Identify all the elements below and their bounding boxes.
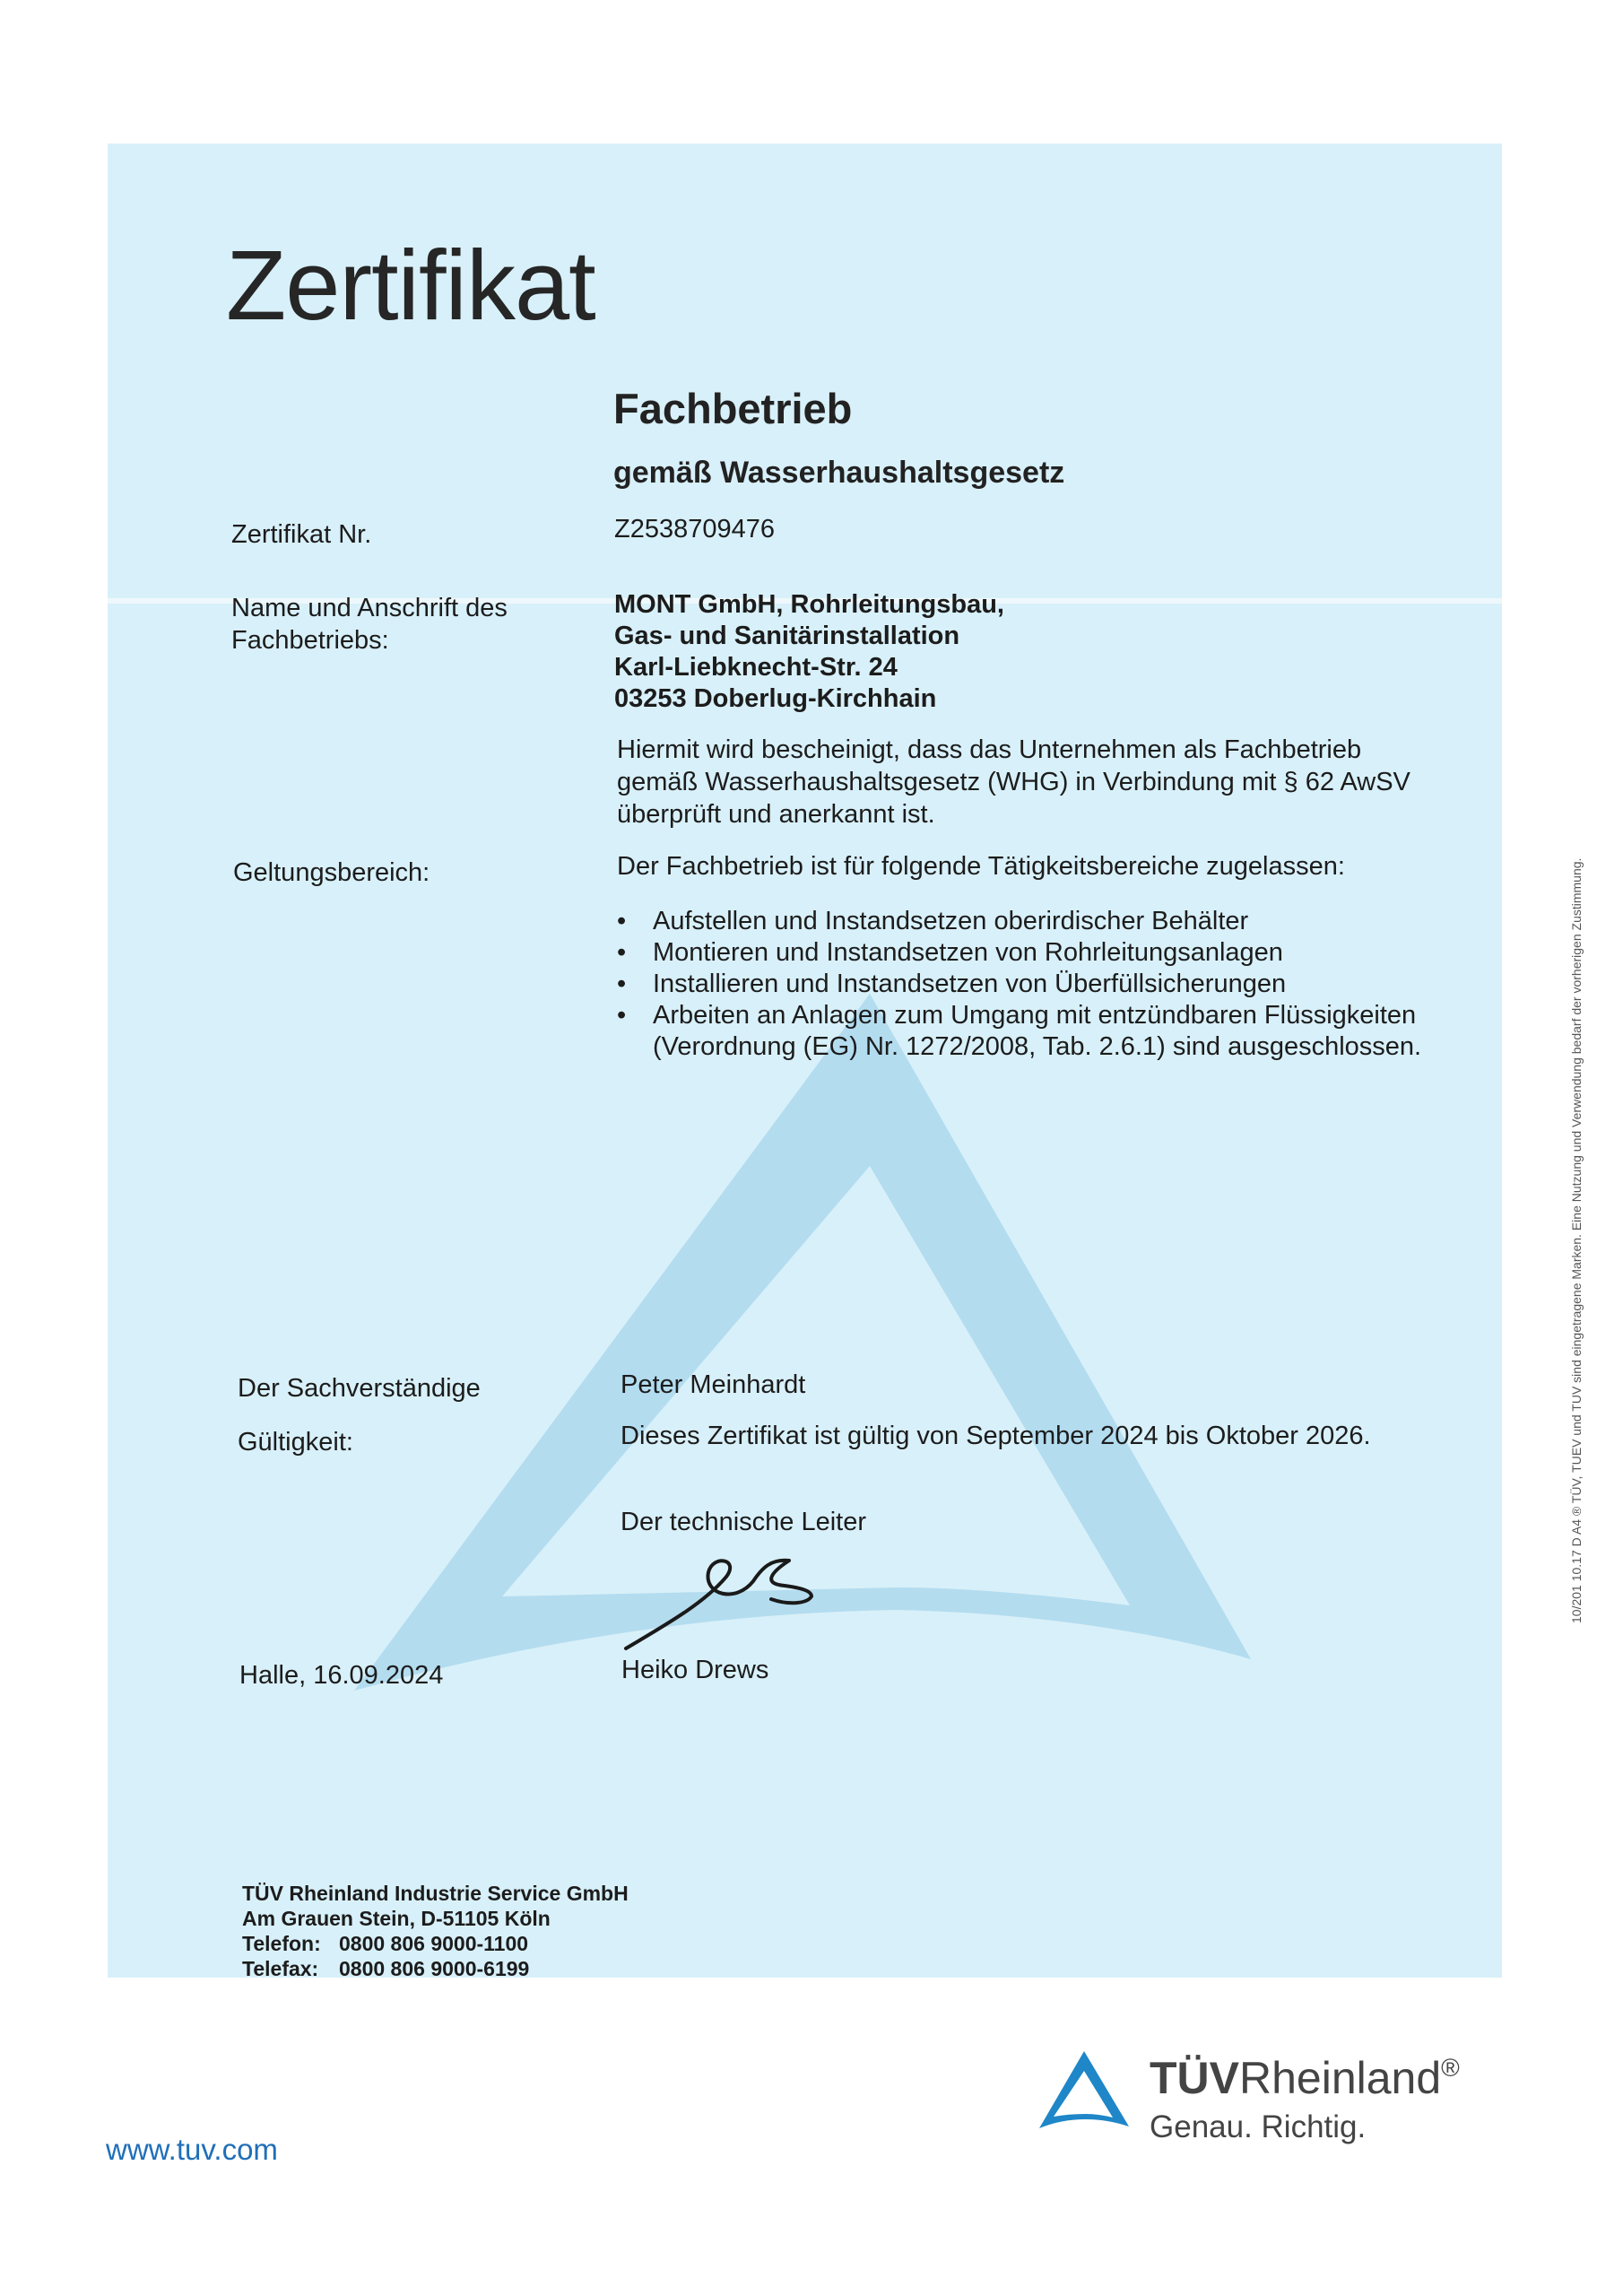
company-label-line: Fachbetriebs: bbox=[231, 626, 389, 655]
activity-text: Montieren und Instandsetzen von Rohrleitungsanlagen bbox=[653, 938, 1283, 967]
registered-mark: ® bbox=[1441, 2054, 1460, 2082]
validity-text: Dieses Zertifikat ist gültig von September 2024 bis Oktober 2026. bbox=[621, 1422, 1371, 1450]
tech-lead-name: Heiko Drews bbox=[621, 1656, 769, 1684]
address-line: MONT GmbH, Rohrleitungsbau, bbox=[614, 590, 1004, 619]
tuv-triangle-icon bbox=[1036, 2048, 1133, 2133]
bullet: • bbox=[617, 970, 627, 998]
list-item bbox=[617, 906, 1460, 937]
phone-number: 0800 806 9000-1100 bbox=[339, 1932, 529, 1955]
brand-tagline: Genau. Richtig. bbox=[1150, 2109, 1367, 2144]
website-link[interactable]: www.tuv.com bbox=[106, 2133, 278, 2166]
phone-row bbox=[242, 1931, 629, 1956]
phone-label: Telefon: bbox=[242, 1932, 321, 1955]
company-label bbox=[231, 592, 508, 657]
list-item bbox=[617, 1000, 1460, 1063]
company-label-line: Name und Anschrift des bbox=[231, 594, 508, 622]
bullet: • bbox=[617, 1001, 627, 1030]
issuer-address: Am Grauen Stein, D-51105 Köln bbox=[242, 1907, 551, 1930]
company-address bbox=[614, 589, 1004, 715]
activity-text: Arbeiten an Anlagen zum Umgang mit entzündbaren Flüssigkeiten (Verordnung (EG) Nr. 1272/2008, Tab. 2.6.1) sind ausgeschlossen. bbox=[653, 1001, 1422, 1061]
scope-intro: Der Fachbetrieb ist für folgende Tätigkeitsbereiche zugelassen: bbox=[617, 852, 1345, 881]
brand-light: Rheinland bbox=[1239, 2053, 1442, 2103]
address-line: Gas- und Sanitärinstallation bbox=[614, 622, 960, 650]
certification-statement: Hiermit wird bescheinigt, dass das Unternehmen als Fachbetrieb gemäß Wasserhaushaltsgesetz (WHG) in Verbindung mit § 62 AwSV überprüft und anerkannt ist. bbox=[617, 735, 1410, 829]
fax-row bbox=[242, 1956, 629, 1981]
activity-text: Aufstellen und Instandsetzen oberirdischer Behälter bbox=[653, 907, 1249, 935]
bullet: • bbox=[617, 938, 627, 967]
place-date: Halle, 16.09.2024 bbox=[239, 1661, 444, 1690]
certificate-subheading: gemäß Wasserhaushaltsgesetz bbox=[613, 456, 1065, 490]
list-item bbox=[617, 937, 1460, 969]
fax-number: 0800 806 9000-6199 bbox=[339, 1957, 530, 1980]
bullet: • bbox=[617, 907, 627, 935]
tuv-rheinland-logo bbox=[1036, 2045, 1502, 2152]
activity-text: Installieren und Instandsetzen von Überfüllsicherungen bbox=[653, 970, 1287, 998]
fax-label: Telefax: bbox=[242, 1957, 319, 1980]
document-title: Zertifikat bbox=[226, 230, 595, 341]
signature bbox=[619, 1541, 834, 1657]
validity-label: Gültigkeit: bbox=[238, 1428, 353, 1457]
activity-list bbox=[617, 906, 1460, 1063]
expert-name: Peter Meinhardt bbox=[621, 1370, 806, 1399]
scope-label: Geltungsbereich: bbox=[233, 858, 430, 887]
issuer-address-block bbox=[242, 1881, 629, 1981]
certificate-heading: Fachbetrieb bbox=[613, 385, 853, 432]
brand-name bbox=[1150, 2052, 1460, 2104]
trademark-note: 10/201 10.17 D A4 ® TÜV, TUEV und TUV sind eingetragene Marken. Eine Nutzung und Verwendung bedarf der vorherigen Zustimmung. bbox=[1569, 857, 1584, 1623]
expert-label: Der Sachverständige bbox=[238, 1374, 481, 1403]
address-line: 03253 Doberlug-Kirchhain bbox=[614, 684, 937, 713]
list-item bbox=[617, 969, 1460, 1000]
issuer-company: TÜV Rheinland Industrie Service GmbH bbox=[242, 1882, 629, 1905]
certificate-number-label: Zertifikat Nr. bbox=[231, 520, 372, 549]
tech-lead-label: Der technische Leiter bbox=[621, 1508, 867, 1536]
certificate-number: Z2538709476 bbox=[614, 515, 775, 544]
brand-bold: TÜV bbox=[1150, 2053, 1239, 2103]
address-line: Karl-Liebknecht-Str. 24 bbox=[614, 653, 898, 682]
